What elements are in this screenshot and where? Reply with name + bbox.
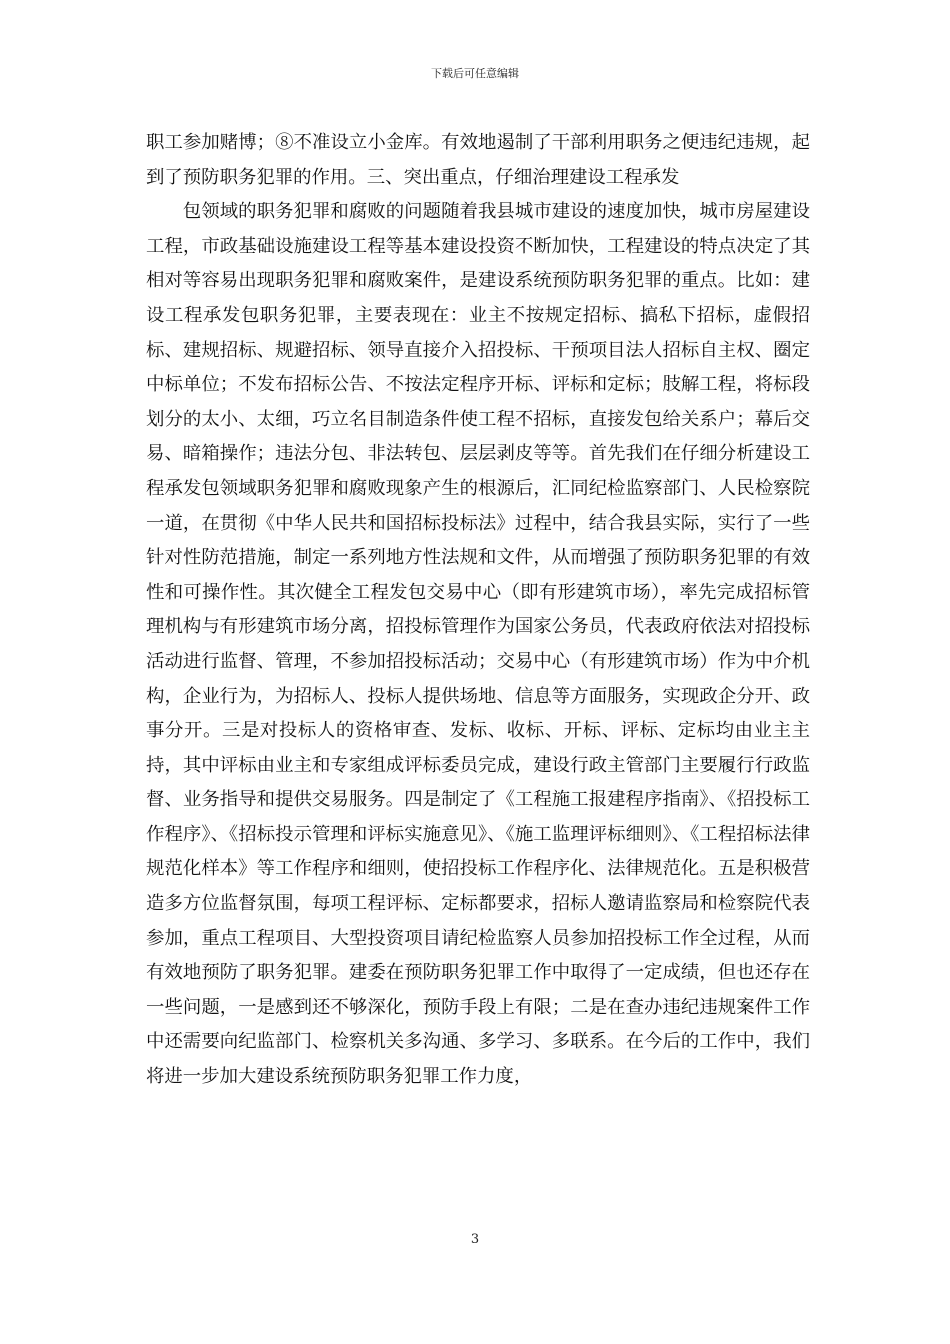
- page-number: 3: [470, 1232, 480, 1247]
- paragraph: 包领域的职务犯罪和腐败的问题随着我县城市建设的速度加快，城市房屋建设工程，市政基础设施建设工程等基本建设投资不断加快，工程建设的特点决定了其相对等容易出现职务犯罪和腐败案件，是建设系统预防职务犯罪的重点。比如：建设工程承发包职务犯罪，主要表现在：业主不按规定招标、搞私下招标，虚假招标、建规招标、规避招标、领导直接介入招投标、干预项目法人招标自主权、圈定中标单位；不发布招标公告、不按法定程序开标、评标和定标；肢解工程，将标段划分的太小、太细，巧立名目制造条件使工程不招标，直接发包给关系户；幕后交易、暗箱操作；违法分包、非法转包、层层剥皮等等。首先我们在仔细分析建设工程承发包领域职务犯罪和腐败现象产生的根源后，汇同纪检监察部门、人民检察院一道，在贯彻《中华人民共和国招标投标法》过程中，结合我县实际，实行了一些针对性防范措施，制定一系列地方性法规和文件，从而增强了预防职务犯罪的有效性和可操作性。其次健全工程发包交易中心（即有形建筑市场），率先完成招标管理机构与有形建筑市场分离，招投标管理作为国家公务员，代表政府依法对招投标活动进行监督、管理，不参加招投标活动；交易中心（有形建筑市场）作为中介机构，企业行为，为招标人、投标人提供场地、信息等方面服务，实现政企分开、政事分开。三是对投标人的资格审查、发标、收标、开标、评标、定标均由业主主持，其中评标由业主和专家组成评标委员完成，建设行政主管部门主要履行行政监督、业务指导和提供交易服务。四是制定了《工程施工报建程序指南》、《招投标工作程序》、《招标投示管理和评标实施意见》、《施工监理评标细则》、《工程招标法律规范化样本》等工作程序和细则，使招投标工作程序化、法律规范化。五是积极营造多方位监督氛围，每项工程评标、定标都要求，招标人邀请监察局和检察院代表参加，重点工程项目、大型投资项目请纪检监察人员参加招投标工作全过程，从而有效地预防了职务犯罪。建委在预防职务犯罪工作中取得了一定成绩，但也还存在一些问题，一是感到还不够深化，预防手段上有限；二是在查办违纪违规案件工作中还需要向纪监部门、检察机关多沟通、多学习、多联系。在今后的工作中，我们将进一步加大建设系统预防职务犯罪工作力度，: [146, 201, 810, 1088]
- page-header: 下载后可任意编辑: [431, 67, 519, 80]
- document-body: [146, 126, 810, 1095]
- paragraph-continued: 职工参加赌博；⑧不准设立小金库。有效地遏制了干部利用职务之便违纪违规，起到了预防职务犯罪的作用。三、突出重点，仔细治理建设工程承发: [146, 132, 810, 188]
